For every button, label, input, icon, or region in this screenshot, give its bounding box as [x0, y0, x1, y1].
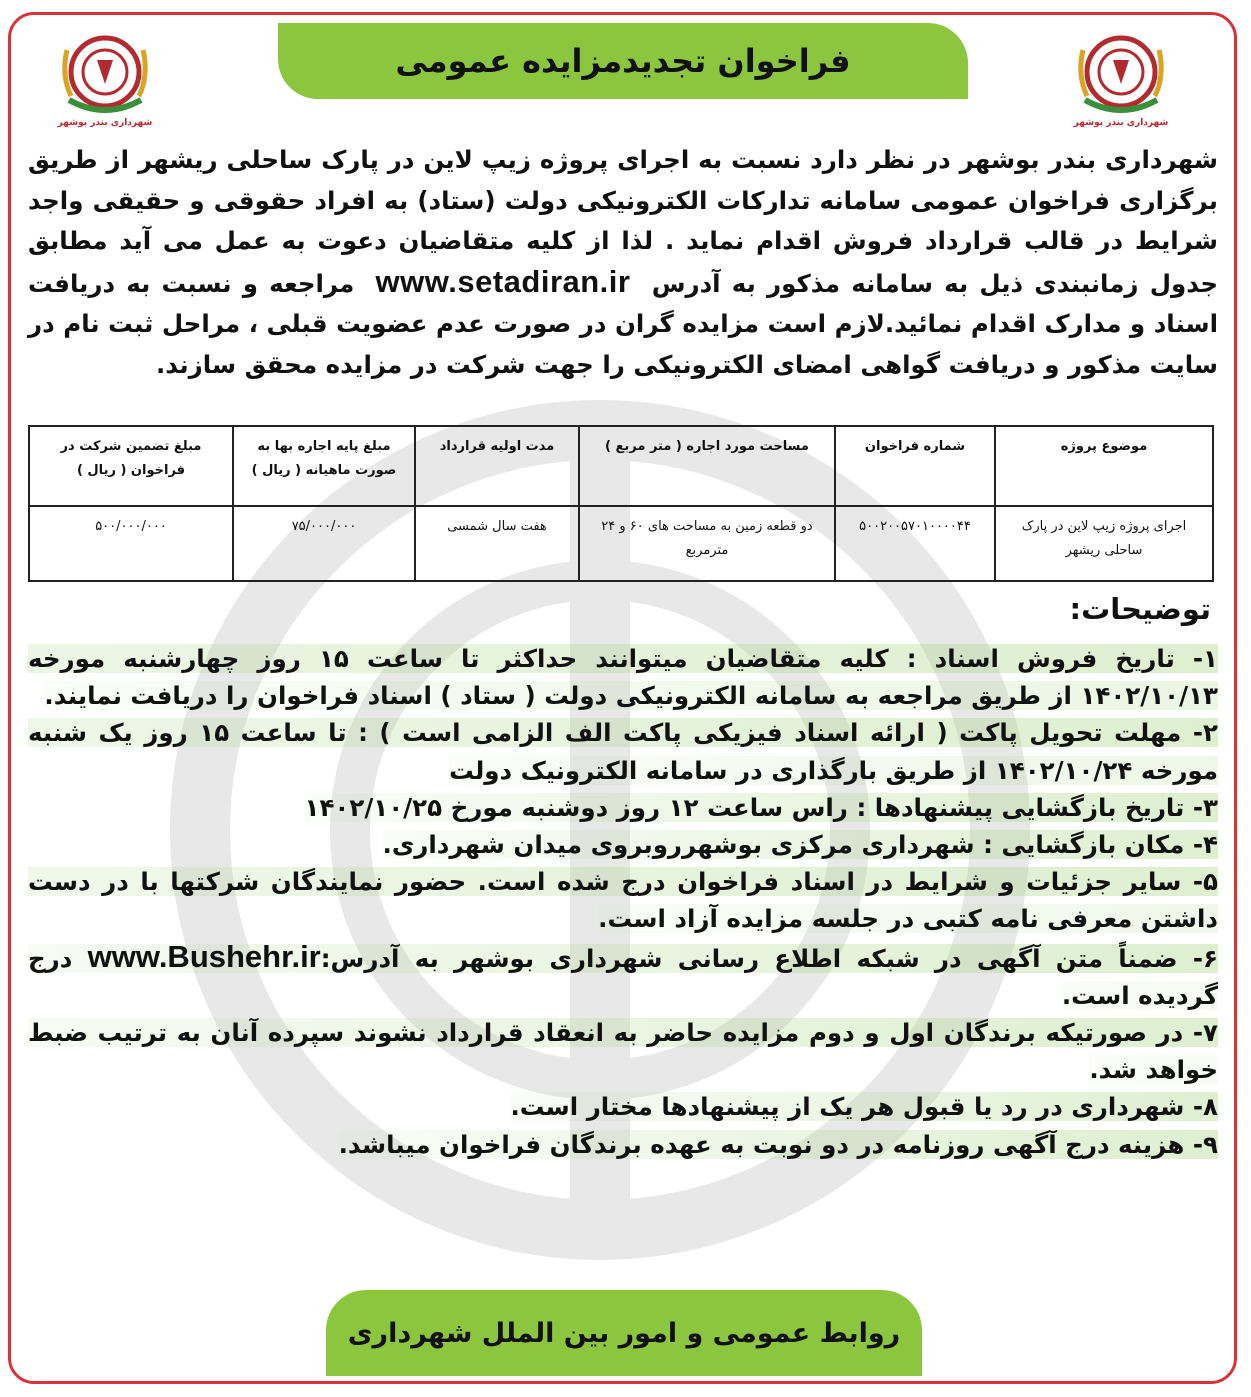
note-8: ۸- شهرداری در رد یا قبول هر یک از پیشنهادها مختار است.: [510, 1092, 1218, 1122]
note-item: [28, 714, 1218, 788]
note-7: ۷- در صورتیکه برندگان اول و دوم مزایده حاضر به انعقاد قرارداد نشوند سپرده آنان به ترتیب ضبط خواهد شد.: [28, 1018, 1218, 1085]
header-duration: مدت اولیه قرارداد: [415, 426, 579, 506]
note-item: [28, 1126, 1218, 1163]
intro-text-1: شهرداری بندر بوشهر در نظر دارد نسبت به اجرای پروژه زیپ لاین در پارک ساحلی ریشهر از طریق برگزاری فراخوان عمومی سامانه تدارکات الکترونیکی دولت (ستاد) به افراد حقوقی و حقیقی واجد شرایط در قالب قرارداد فروش اقدام نماید . لذا از کلیه متقاضیان دعوت به عمل می آید مطابق جدول زمانبندی ذیل به سامانه مذکور به آدرس: [28, 145, 1219, 298]
header-project: موضوع پروژه: [995, 426, 1213, 506]
logo-caption: شهرداری بندر بوشهر: [1073, 118, 1169, 128]
note-4: ۴- مکان بازگشایی : شهرداری مرکزی بوشهرروبروی میدان شهرداری.: [382, 830, 1218, 860]
cell-monthly-rent: ۷۵/۰۰۰/۰۰۰: [233, 506, 415, 581]
note-6-tail: درج گردیده است.: [28, 943, 1218, 1010]
note-9: ۹- هزینه درج آگهی روزنامه در دو نوبت به عهده برندگان فراخوان میباشد.: [338, 1129, 1218, 1159]
cell-guarantee: ۵۰۰/۰۰۰/۰۰۰: [29, 506, 233, 581]
table-row: [29, 506, 1213, 581]
note-item: [28, 826, 1218, 863]
table-header-row: [29, 426, 1213, 506]
note-item: [28, 1014, 1218, 1088]
header-monthly-rent: مبلغ پایه اجاره بها به صورت ماهیانه ( ریال ): [233, 426, 415, 506]
header-area: مساحت مورد اجاره ( متر مربع ): [579, 426, 835, 506]
note-2: ۲- مهلت تحویل پاکت ( ارائه اسناد فیزیکی پاکت الف الزامی است ) : تا ساعت ۱۵ روز یک شنبه مورخه ۱۴۰۲/۱۰/۲۴ از طریق بارگذاری در سامانه الکترونیک دولت: [28, 718, 1218, 785]
header-call-number: شماره فراخوان: [835, 426, 995, 506]
municipality-logo-right: [1062, 30, 1180, 130]
emblem-icon: [57, 30, 153, 116]
note-item: [28, 938, 1218, 1014]
notes-list: [28, 640, 1218, 1163]
auction-table: [28, 425, 1214, 582]
note-1: ۱- تاریخ فروش اسناد : کلیه متقاضیان میتوانند حداکثر تا ساعت ۱۵ روز چهارشنبه مورخه ۱۴۰۲/۱۰/۱۳ از طریق مراجعه به سامانه الکترونیکی دولت ( ستاد ) اسناد فراخوان را دریافت نمایند.: [28, 644, 1218, 711]
cell-duration: هفت سال شمسی: [415, 506, 579, 581]
intro-text-2: مراجعه و نسبت به دریافت اسناد و مدارک اقدام نمائید.لازم است مزایده گران در صورت عدم عضویت قبلی ، مراحل ثبت نام در سایت مذکور و دریافت گواهی امضای الکترونیکی را جهت شرکت در مزایده محقق سازند.: [28, 268, 1218, 379]
cell-project: اجرای پروژه زیپ لاین در پارک ساحلی ریشهر: [995, 506, 1213, 581]
page-title: فراخوان تجدیدمزایده عمومی: [278, 23, 968, 99]
municipality-logo-left: [46, 30, 164, 130]
cell-area: دو قطعه زمین به مساحت های ۶۰ و ۲۴ مترمربع: [579, 506, 835, 581]
emblem-icon: [1073, 30, 1169, 116]
logo-caption: شهرداری بندر بوشهر: [57, 118, 153, 128]
note-item: [28, 863, 1218, 937]
note-item: [28, 789, 1218, 826]
bushehr-link[interactable]: www.Bushehr.ir: [87, 938, 321, 974]
note-5: ۵- سایر جزئیات و شرایط در اسناد فراخوان درج شده است. حضور نمایندگان شرکتها با در دست داشتن معرفی نامه کتبی در جلسه مزایده آزاد است.: [28, 867, 1218, 934]
intro-paragraph: [28, 140, 1218, 385]
setadiran-link[interactable]: www.setadiran.ir: [375, 263, 631, 299]
cell-call-number: ۵۰۰۲۰۰۵۷۰۱۰۰۰۰۴۴: [835, 506, 995, 581]
note-item: [28, 1088, 1218, 1125]
footer-signature: روابط عمومی و امور بین الملل شهرداری: [326, 1290, 922, 1376]
note-item: [28, 640, 1218, 714]
header-guarantee: مبلغ تضمین شرکت در فراخوان ( ریال ): [29, 426, 233, 506]
note-6-text: ۶- ضمناً متن آگهی در شبکه اطلاع رسانی شهرداری بوشهر به آدرس:: [320, 943, 1218, 973]
notes-title: توضیحات:: [1069, 592, 1211, 626]
note-3: ۳- تاریخ بازگشایی پیشنهادها : راس ساعت ۱۲ روز دوشنبه مورخ ۱۴۰۲/۱۰/۲۵: [304, 792, 1218, 822]
